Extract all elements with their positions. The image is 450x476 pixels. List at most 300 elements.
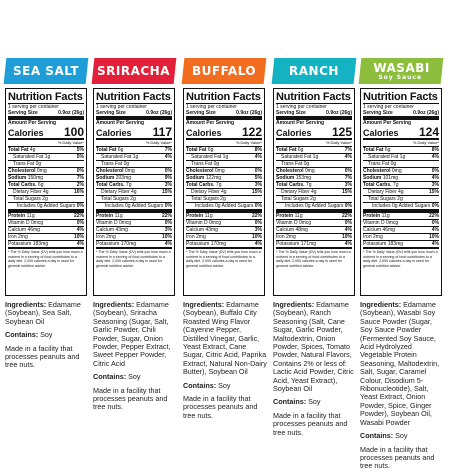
nutrient-daily-value: 10% <box>251 234 262 240</box>
nutrient-name-amount <box>276 175 311 181</box>
nutrient-daily-value: 0% <box>344 203 352 209</box>
calories-row <box>8 126 84 140</box>
nutrient-amount: 0mcg <box>29 220 44 226</box>
nutrition-facts-panel <box>93 88 175 296</box>
nutrient-name-amount <box>363 161 396 167</box>
nutrient-row <box>96 147 172 154</box>
amount-per-serving: Amount Per Serving <box>96 120 145 126</box>
nutrient-name: Total Sugars <box>191 196 219 202</box>
flavor-subtitle: Soy Sauce <box>378 73 423 81</box>
nutrient-row <box>96 241 172 249</box>
ingredients-label: Ingredients: <box>273 300 315 309</box>
nutrient-amount: 0mcg <box>384 220 399 226</box>
nutrient-amount: 203mg <box>114 175 132 181</box>
ingredients-list: Edamame (Soybean), Sriracha Seasoning (Sugar, Salt, Garlic Powder, Chili Powder, Sugar, Onion Powder, Pepper Extract, Sweet Pepper Powder, Citric Acid <box>93 300 171 368</box>
ingredients-label: Ingredients: <box>5 300 47 309</box>
nutrient-amount: 1g <box>43 154 51 160</box>
nutrient-name-amount <box>96 168 135 174</box>
nutrient-daily-value: 0% <box>164 168 172 174</box>
nutrient-name: Total Fat <box>96 147 117 153</box>
nutrition-facts-title: Nutrition Facts <box>8 91 83 103</box>
nutrient-amount: 11g <box>113 213 123 219</box>
ingredients-label: Ingredients: <box>183 300 225 309</box>
nutrient-amount: 0g <box>34 161 42 167</box>
nutrient-name-amount <box>186 213 213 219</box>
nutrient-row <box>276 168 352 175</box>
nutrient-name-amount <box>363 220 398 226</box>
nutrient-daily-value: 15% <box>161 189 172 195</box>
nutrient-daily-value: 22% <box>73 213 84 219</box>
nutrition-facts-title: Nutrition Facts <box>186 91 261 103</box>
nutrient-row <box>8 182 84 189</box>
nutrient-name-amount <box>96 161 129 167</box>
daily-value-footnote: * The % Daily Value (DV) tells you how much a nutrient in a serving of food contributes to a daily diet. 2,000 calories a day is used for general nutrition advice. <box>8 250 83 268</box>
nutrient-name-amount <box>276 147 303 153</box>
nutrient-daily-value: 3% <box>344 182 352 188</box>
nutrient-name: Sodium <box>186 175 205 181</box>
nutrient-name-amount <box>96 203 163 209</box>
nutrient-daily-value: 15% <box>341 189 352 195</box>
nutrient-daily-value: 10% <box>73 234 84 240</box>
nutrient-row <box>8 220 84 227</box>
contains-text <box>273 398 357 406</box>
nutrient-name: Dietary Fiber <box>191 189 220 195</box>
nutrient-name: Iron <box>363 234 372 240</box>
nutrient-name: Dietary Fiber <box>101 189 130 195</box>
nutrient-name: Dietary Fiber <box>368 189 397 195</box>
calories-row <box>276 126 352 140</box>
nutrient-amount: 4g <box>309 189 317 195</box>
nutrient-name-amount <box>363 227 395 233</box>
nutrient-amount: 171mg <box>299 241 317 247</box>
nutrient-name: Protein <box>8 213 26 219</box>
calories-row <box>186 126 262 140</box>
nutrient-rows <box>363 147 439 249</box>
contains-label: Contains: <box>93 372 127 382</box>
nutrient-name: Saturated Fat <box>281 154 312 160</box>
ingredients-list: Edamame (Soybean), Wasabi Soy Sauce Powder (Sugar, Soy Sauce Powder (Fermented Soy Sauce, Acid Hydrolyzed Vegetable Protein Seasoning, Maltodextrin, Salt, Sugar, Caramel Colour, Disodium 5-Ribonucleotide), Salt, Yeast Extract, Onion Powder, Spice, Ginger Powder), Soybean Oil, Wasabi Powder <box>360 300 440 427</box>
nutrient-daily-value: 10% <box>341 234 352 240</box>
nutrient-daily-value: 0% <box>431 203 439 209</box>
nutrient-row <box>8 168 84 175</box>
nutrient-daily-value: 4% <box>76 241 84 247</box>
calories-label: Calories <box>363 128 399 138</box>
nutrient-daily-value: 4% <box>254 241 262 247</box>
nutrient-name: Saturated Fat <box>101 154 132 160</box>
nutrient-name: Includes 0g Added Sugars <box>105 203 164 209</box>
nutrient-amount: 4g <box>129 189 137 195</box>
nutrient-daily-value: 5% <box>254 175 262 181</box>
nutrient-amount: 2g <box>128 196 136 202</box>
nutrient-amount: 0mcg <box>207 220 222 226</box>
serving-size-row <box>186 110 262 120</box>
nutrition-facts-panel <box>183 88 265 296</box>
nutrient-name: Potassium <box>96 241 120 247</box>
nutrient-amount: 1g <box>221 154 229 160</box>
serving-size-row <box>8 110 84 120</box>
contains-value: Soy <box>218 380 231 390</box>
nutrient-row <box>96 227 172 234</box>
nutrient-daily-value: 7% <box>164 147 172 153</box>
nutrient-name-amount <box>186 227 218 233</box>
nutrient-amount: 2mg <box>16 234 28 240</box>
nutrient-row <box>276 241 352 249</box>
nutrient-name: Vitamin D <box>186 220 208 226</box>
nutrient-daily-value: 4% <box>431 241 439 247</box>
nutrient-name-amount <box>96 175 131 181</box>
nutrient-name: Calcium <box>363 227 382 233</box>
nutrient-name: Calcium <box>96 227 115 233</box>
nutrient-name-amount <box>276 189 317 195</box>
contains-text <box>183 382 267 390</box>
nutrient-row <box>8 154 84 161</box>
nutrient-row <box>96 175 172 182</box>
nutrient-name-amount <box>363 241 403 247</box>
serving-size-label: Serving Size <box>186 110 216 116</box>
nutrient-daily-value: 16% <box>73 189 84 195</box>
nutrient-name: Iron <box>276 234 285 240</box>
nutrient-row <box>96 182 172 189</box>
nutrient-amount: 6g <box>296 147 304 153</box>
ingredients-list: Edamame (Soybean), Buffalo City Roasted Wing Flavor (Cayenne Pepper, Distilled Vinegar, Garlic, Yeast Extract, Cane Sugar, Citric Acid, Paprika Extract, Natural Non-Dairy Butter), Soybean Oil <box>183 300 267 377</box>
nutrient-name: Vitamin D <box>276 220 298 226</box>
nutrient-rows <box>8 147 84 249</box>
nutrient-row <box>276 154 352 161</box>
ingredients-list: Edamame (Soybean), Sea Salt, Soybean Oil <box>5 300 81 326</box>
nutrient-name: Total Carbs. <box>8 182 37 188</box>
nutrient-amount: 1g <box>398 154 406 160</box>
nutrient-daily-value: 15% <box>428 189 439 195</box>
nutrient-row <box>276 182 352 189</box>
nutrient-daily-value: 0% <box>344 168 352 174</box>
nutrient-row <box>8 241 84 249</box>
nutrient-amount: 183mg <box>31 241 49 247</box>
nutrient-amount: 183mg <box>386 241 404 247</box>
nutrient-row <box>96 161 172 168</box>
nutrient-name: Total Fat <box>8 147 29 153</box>
nutrient-daily-value: 4% <box>431 227 439 233</box>
nutrient-name-amount <box>276 220 311 226</box>
flavor-name: SEA SALT <box>12 64 80 78</box>
contains-value: Soy <box>40 330 53 340</box>
nutrient-row <box>363 175 439 182</box>
nutrient-name-amount <box>8 175 43 181</box>
facility-note: Made in a facility that processes peanuts and tree nuts. <box>273 410 348 437</box>
nutrient-rows <box>276 147 352 249</box>
nutrient-name: Total Carbs. <box>186 182 215 188</box>
nutrient-name-amount <box>276 182 311 188</box>
contains-value: Soy <box>395 431 408 441</box>
ingredients-label: Ingredients: <box>360 300 402 309</box>
nutrient-name-amount <box>276 161 309 167</box>
nutrient-row <box>186 241 262 249</box>
nutrient-row <box>8 196 84 203</box>
nutrient-amount: 0mg <box>303 168 315 174</box>
calories-value: 125 <box>331 125 352 139</box>
calories-label: Calories <box>276 128 312 138</box>
flavor-banner <box>272 58 357 84</box>
nutrient-row <box>186 220 262 227</box>
nutrient-row <box>276 220 352 227</box>
ingredients-list: Edamame (Soybean), Ranch Seasoning (Salt, Cane Sugar, Garlic Powder, Maltodextrin, Onion Powder, Spices, Tomato Powder, Natural Flavors, Contains 2% or less of: Lactic Acid Powder, Citric Acid, Yeast Extract), Soybean Oil <box>273 300 354 394</box>
nutrient-name-amount <box>8 227 40 233</box>
nutrient-row <box>363 168 439 175</box>
nutrient-row <box>96 220 172 227</box>
calories-row <box>363 126 439 140</box>
nutrient-amount: 0mg <box>213 168 225 174</box>
nutrient-name: Sodium <box>276 175 295 181</box>
nutrient-name-amount <box>276 203 343 209</box>
nutrient-name: Sodium <box>363 175 382 181</box>
nutrient-name: Total Fat <box>363 147 384 153</box>
nutrient-row <box>8 161 84 168</box>
nutrient-row <box>186 196 262 203</box>
nutrient-amount: 153mg <box>294 175 312 181</box>
nutrient-daily-value: 7% <box>344 147 352 153</box>
nutrient-daily-value: 2% <box>76 182 84 188</box>
nutrient-row <box>186 203 262 213</box>
nutrient-name: Protein <box>363 213 381 219</box>
nutrient-daily-value: 0% <box>344 220 352 226</box>
calories-label: Calories <box>186 128 222 138</box>
nutrient-amount: 0mg <box>35 168 47 174</box>
nutrient-daily-value: 0% <box>76 203 84 209</box>
nutrient-row <box>363 161 439 168</box>
nutrient-name: Iron <box>96 234 105 240</box>
nutrient-name: Cholesterol <box>363 168 391 174</box>
contains-text <box>360 432 444 440</box>
nutrient-row <box>276 189 352 196</box>
nutrient-name-amount <box>8 234 28 240</box>
nutrient-name: Potassium <box>186 241 210 247</box>
nutrient-row <box>363 213 439 220</box>
serving-size-value: 0.9oz (26g) <box>236 110 262 116</box>
nutrient-daily-value: 22% <box>428 213 439 219</box>
serving-size-label: Serving Size <box>8 110 38 116</box>
nutrient-daily-value: 4% <box>431 154 439 160</box>
nutrient-amount: 0mg <box>123 168 135 174</box>
nutrient-daily-value: 10% <box>428 234 439 240</box>
nutrient-daily-value: 0% <box>164 220 172 226</box>
nutrient-amount: 11g <box>293 213 303 219</box>
servings-per-container: 1 serving per container <box>276 104 327 110</box>
nutrient-name: Saturated Fat <box>368 154 399 160</box>
nutrient-name: Total Sugars <box>13 196 41 202</box>
nutrient-name: Includes 0g Added Sugars <box>285 203 344 209</box>
nutrient-amount: 150mg <box>26 175 44 181</box>
contains-text <box>5 331 89 339</box>
servings-per-container: 1 serving per container <box>186 104 237 110</box>
nutrient-name-amount <box>8 213 35 219</box>
nutrient-name: Includes 0g Added Sugars <box>17 203 76 209</box>
nutrient-row <box>363 203 439 213</box>
nutrient-daily-value: 10% <box>161 234 172 240</box>
nutrient-name: Cholesterol <box>186 168 214 174</box>
facility-note: Made in a facility that processes peanuts and tree nuts. <box>93 385 168 412</box>
nutrient-amount: 6g <box>36 182 44 188</box>
nutrition-facts-panel <box>5 88 87 296</box>
nutrient-daily-value: 3% <box>254 182 262 188</box>
nutrient-amount: 2mg <box>194 234 206 240</box>
nutrient-row <box>363 182 439 189</box>
nutrient-row <box>363 189 439 196</box>
nutrient-name: Total Carbs. <box>96 182 125 188</box>
nutrient-name-amount <box>363 213 390 219</box>
nutrient-amount: 0g <box>122 161 130 167</box>
nutrient-name-amount <box>363 196 403 202</box>
nutrient-name: Protein <box>186 213 204 219</box>
nutrient-name-amount <box>186 168 225 174</box>
flavor-banner <box>182 58 267 84</box>
nutrient-name: Total Carbs. <box>276 182 305 188</box>
nutrient-name-amount <box>96 220 131 226</box>
nutrient-name-amount <box>96 147 123 153</box>
nutrient-amount: 1g <box>131 154 139 160</box>
nutrient-amount: 0mcg <box>297 220 312 226</box>
nutrient-name-amount <box>8 161 41 167</box>
flavor-banner <box>92 58 177 84</box>
nutrient-name-amount <box>8 189 49 195</box>
nutrient-name-amount <box>363 168 402 174</box>
nutrient-name: Includes 0g Added Sugars <box>195 203 254 209</box>
nutrient-row <box>276 196 352 203</box>
nutrient-name-amount <box>8 241 48 247</box>
nutrient-row <box>363 220 439 227</box>
servings-per-container: 1 serving per container <box>363 104 414 110</box>
nutrient-name-amount <box>186 220 221 226</box>
nutrient-amount: 6g <box>116 147 124 153</box>
nutrient-name-amount <box>363 147 390 153</box>
contains-value: Soy <box>128 372 141 382</box>
nutrient-amount: 0g <box>389 161 397 167</box>
nutrient-name: Total Fat <box>186 147 207 153</box>
nutrient-name-amount <box>186 234 206 240</box>
nutrient-row <box>276 161 352 168</box>
nutrient-daily-value: 4% <box>431 175 439 181</box>
nutrient-daily-value: 4% <box>164 241 172 247</box>
nutrient-name-amount <box>276 227 308 233</box>
nutrient-row <box>186 175 262 182</box>
nutrient-name: Sodium <box>8 175 27 181</box>
nutrient-name-amount <box>186 154 228 160</box>
nutrient-row <box>363 154 439 161</box>
nutrient-row <box>186 234 262 241</box>
nutrient-daily-value: 7% <box>76 175 84 181</box>
nutrient-row <box>96 203 172 213</box>
nutrient-name: Total Sugars <box>281 196 309 202</box>
nutrient-amount: 170mg <box>119 241 137 247</box>
nutrient-name-amount <box>186 147 213 153</box>
nutrient-name-amount <box>96 196 136 202</box>
nutrient-name-amount <box>96 182 131 188</box>
flavor-banner <box>359 58 444 84</box>
nutrient-daily-value: 5% <box>76 147 84 153</box>
ingredients-label: Ingredients: <box>93 300 135 309</box>
nutrient-name: Trans Fat <box>368 161 390 167</box>
nutrient-name-amount <box>186 182 221 188</box>
nutrient-row <box>8 213 84 220</box>
nutrient-name-amount <box>96 227 128 233</box>
calories-value: 124 <box>418 125 439 139</box>
nutrition-facts-panel <box>273 88 355 296</box>
daily-value-header: % Daily Value* <box>186 140 262 147</box>
serving-size-value: 0.9oz (26g) <box>146 110 172 116</box>
flavor-name: BUFFALO <box>191 64 257 78</box>
nutrient-name: Total Sugars <box>101 196 129 202</box>
nutrient-name-amount <box>186 189 227 195</box>
nutrient-daily-value: 22% <box>251 213 262 219</box>
nutrient-daily-value: 4% <box>344 241 352 247</box>
nutrient-name: Calcium <box>8 227 27 233</box>
nutrient-daily-value: 22% <box>341 213 352 219</box>
nutrient-row <box>96 213 172 220</box>
nutrient-name: Total Carbs. <box>363 182 392 188</box>
nutrient-name-amount <box>8 182 43 188</box>
flavor-name: WASABI <box>373 60 430 75</box>
nutrient-amount: 4g <box>219 189 227 195</box>
nutrient-name-amount <box>363 203 430 209</box>
ingredients-block <box>183 301 267 425</box>
ingredients-block <box>5 301 89 375</box>
nutrient-name-amount <box>363 175 398 181</box>
nutrient-name: Total Fat <box>276 147 297 153</box>
nutrient-name: Vitamin D <box>8 220 30 226</box>
amount-per-serving: Amount Per Serving <box>363 120 412 126</box>
amount-per-serving: Amount Per Serving <box>276 120 325 126</box>
ingredients-block <box>360 301 444 476</box>
daily-value-header: % Daily Value* <box>363 140 439 147</box>
calories-value: 122 <box>241 125 262 139</box>
nutrient-name: Potassium <box>276 241 300 247</box>
nutrient-name: Cholesterol <box>96 168 124 174</box>
nutrient-name: Vitamin D <box>363 220 385 226</box>
flavor-banner <box>4 58 89 84</box>
nutrient-row <box>363 147 439 154</box>
nutrient-row <box>363 227 439 234</box>
nutrient-name-amount <box>96 241 136 247</box>
nutrient-name: Dietary Fiber <box>281 189 310 195</box>
nutrient-name: Trans Fat <box>281 161 303 167</box>
nutrient-name: Total Sugars <box>368 196 396 202</box>
daily-value-footnote: * The % Daily Value (DV) tells you how much a nutrient in a serving of food contributes to a daily diet. 2,000 calories a day is used for general nutrition advice. <box>186 250 261 268</box>
nutrient-name-amount <box>8 220 43 226</box>
daily-value-header: % Daily Value* <box>96 140 172 147</box>
nutrient-amount: 6g <box>206 147 214 153</box>
nutrient-daily-value: 4% <box>344 154 352 160</box>
nutrient-amount: 2mg <box>104 234 116 240</box>
ingredients-text <box>183 301 267 377</box>
serving-size-label: Serving Size <box>96 110 126 116</box>
nutrient-daily-value: 8% <box>254 147 262 153</box>
nutrient-name: Saturated Fat <box>191 154 222 160</box>
nutrient-name: Cholesterol <box>8 168 36 174</box>
nutrient-row <box>186 227 262 234</box>
nutrient-row <box>186 161 262 168</box>
nutrient-row <box>276 175 352 182</box>
nutrient-amount: 43mg <box>114 227 128 233</box>
nutrient-row <box>8 227 84 234</box>
nutrient-name-amount <box>276 196 316 202</box>
nutrient-name: Dietary Fiber <box>13 189 42 195</box>
servings-per-container: 1 serving per container <box>96 104 147 110</box>
serving-size-value: 0.9oz (26g) <box>413 110 439 116</box>
nutrient-amount: 2g <box>395 196 403 202</box>
nutrition-facts-title: Nutrition Facts <box>276 91 351 103</box>
nutrient-row <box>363 234 439 241</box>
nutrient-daily-value: 0% <box>164 203 172 209</box>
ingredients-text <box>360 301 444 427</box>
contains-label: Contains: <box>5 330 39 340</box>
